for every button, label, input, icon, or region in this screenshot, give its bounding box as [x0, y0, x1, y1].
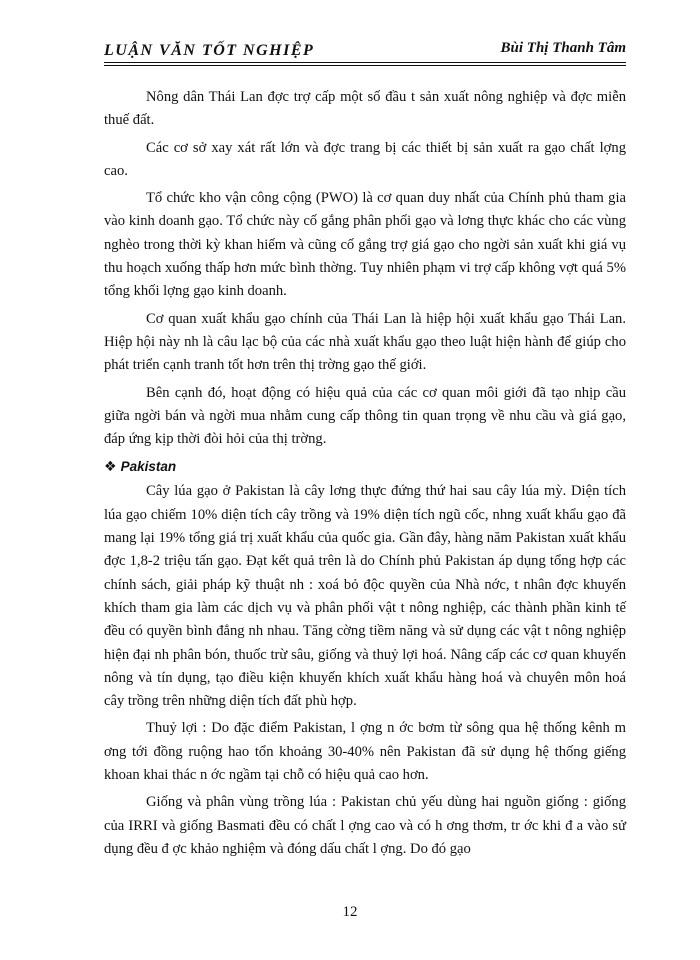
paragraph-export-association: Cơ quan xuất khẩu gạo chính của Thái Lan là hiệp hội xuất khẩu gạo Thái Lan. Hiệp hội này nh là câu lạc bộ của các nhà xuất khẩu gạo theo luật hiện hành để giúp cho phát triển cạnh tranh tốt hơn trên thị trờng gạo thế giới. [104, 310, 626, 374]
paragraph-pakistan-overview: Cây lúa gạo ở Pakistan là cây lơng thực đứng thứ hai sau cây lúa mỳ. Diện tích lúa gạo chiếm 10% diện tích cây trồng và 19% diện tích ngũ cốc, nhng xuất khẩu gạo đã mang lại 19% tổng giá trị xuất khẩu của quốc gia. Gần đây, hàng năm Pakistan xuất khẩu đợc 1,8-2 triệu tấn gạo. Đạt kết quả trên là do Chính phủ Pakistan áp dụng tổng hợp các chính sách, giải pháp kỹ thuật nh : xoá bỏ độc quyền của Nhà nớc, t nhân đợc khuyến khích tham gia làm các dịch vụ và phân phối vật t nông nghiệp, các thành phần kinh tế đều có quyền bình đẳng nh nhau. Tăng cờng tiềm năng và sử dụng các vật t nông nghiệp hiện đại nh phân bón, thuốc trừ sâu, giống và thuỷ lợi hoá. Nâng cấp các cơ quan khuyến nông và tín dụng, tạo điều kiện khuyến khích xuất khẩu hàng hoá và chuyên môn hoá cây trồng trên những diện tích đất phù hợp. [104, 483, 626, 710]
paragraph-farm-subsidy: Nông dân Thái Lan đợc trợ cấp một số đầu t sản xuất nông nghiệp và đợc miễn thuế đất. [104, 89, 626, 129]
paragraph-milling-facilities: Các cơ sở xay xát rất lớn và đợc trang bị các thiết bị sản xuất ra gạo chất lợng cao. [104, 139, 626, 179]
diamond-bullet-icon: ❖ [104, 458, 117, 475]
paragraph-pwo: Tổ chức kho vận công cộng (PWO) là cơ quan duy nhất của Chính phủ tham gia vào kinh doanh gạo. Tổ chức này cố gắng phân phối gạo và lơng thực khác cho các vùng nghèo trong thời kỳ khan hiếm và cũng cố gắng trợ giá gạo cho ngời sản xuất khi giá vụ thu hoạch xuống thấp hơn mức bình thờng. Tuy nhiên phạm vi trợ cấp không vợt quá 5% tổng khối lợng gạo kinh doanh. [104, 190, 626, 300]
paragraph-seed-varieties: Giống và phân vùng trồng lúa : Pakistan chủ yếu dùng hai nguồn giống : giống của IRRI và giống Basmati đều có chất l ợng cao và có h ơng thơm, tr ớc khi đ a vào sử dụng đều đ ợc khảo nghiệm và đóng dấu chất l ợng. Do đó gạo [104, 794, 626, 857]
header-thesis-title: LUẬN VĂN TỐT NGHIỆP [104, 42, 315, 59]
page-number: 12 [342, 904, 358, 920]
section-title: Pakistan [120, 459, 177, 475]
header-rule [104, 62, 626, 66]
paragraph-brokers: Bên cạnh đó, hoạt động có hiệu quả của các cơ quan môi giới đã tạo nhịp cầu giữa ngời bán và ngời mua nhằm cung cấp thông tin quan trọng về nhu cầu và giá gạo, đáp ứng kịp thời đòi hỏi của thị trờng. [104, 384, 626, 448]
header-author-name: Bùi Thị Thanh Tâm [500, 40, 626, 56]
paragraph-irrigation: Thuỷ lợi : Do đặc điểm Pakistan, l ợng n ớc bơm từ sông qua hệ thống kênh m ơng tới đồng ruộng hao tổn khoảng 30-40% nên Pakistan đã sử dụng hệ thống giếng khoan khai thác n ớc ngầm tại chỗ có hiệu quả cao hơn. [104, 720, 626, 784]
section-heading-pakistan [104, 455, 626, 478]
page-header [104, 40, 626, 64]
document-body [104, 86, 626, 865]
